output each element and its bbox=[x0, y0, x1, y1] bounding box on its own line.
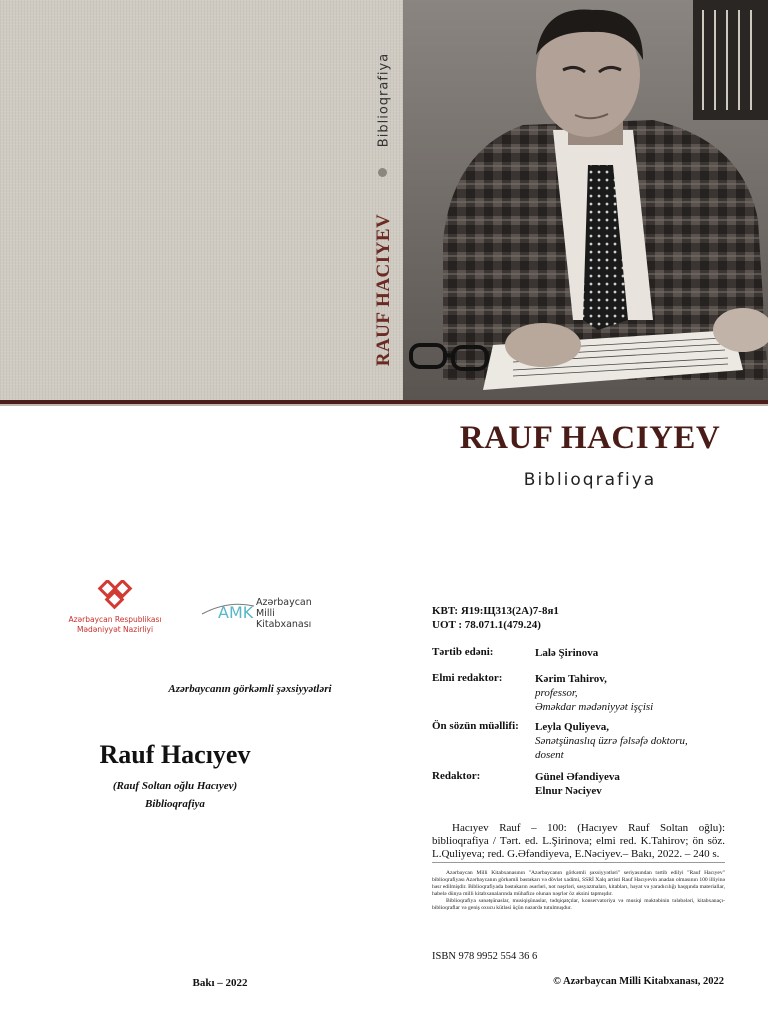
copyright: © Azərbaycan Milli Kitabxanası, 2022 bbox=[553, 976, 724, 987]
abstract-paragraph: Biblioqrafiya sənətşünaslar, musiqişünaslar, tədqiqatçılar, konservatoriya və musiqi məktəbinin tələbələri, kitabxanaçı-biblioqraflar və geniş oxucu kütləsi üçün nəzərdə tutulmuşdur. bbox=[432, 898, 725, 911]
credit-name: Leyla Quliyeva, bbox=[535, 721, 609, 733]
classification-codes bbox=[432, 604, 559, 632]
credit-label: Ön sözün müəllifi: bbox=[432, 720, 519, 732]
composer-photo bbox=[403, 0, 768, 400]
credit-label: Redaktor: bbox=[432, 770, 481, 782]
ministry-knot-icon bbox=[94, 580, 136, 610]
abstract bbox=[432, 870, 725, 912]
cover-stripe-light bbox=[0, 404, 768, 406]
credit-name: Lalə Şirinova bbox=[535, 647, 599, 659]
credit-role: Əməkdar mədəniyyət işçisi bbox=[535, 701, 654, 713]
library-mark-text: AMK bbox=[218, 603, 254, 622]
title-page-genre: Biblioqrafiya bbox=[145, 798, 205, 810]
title-page-city-year: Bakı – 2022 bbox=[192, 977, 248, 989]
ministry-logo bbox=[60, 580, 170, 635]
credit-name: Elnur Nəciyev bbox=[535, 785, 602, 797]
title-page-series: Azərbaycanın görkəmli şəxsiyyətləri bbox=[168, 683, 332, 695]
credit-role: dosent bbox=[535, 749, 564, 761]
credit-label: Elmi redaktor: bbox=[432, 672, 503, 684]
ministry-name: Azərbaycan Respublikası Mədəniyyət Nazirliyi bbox=[68, 615, 162, 634]
credit-name: Kərim Tahirov, bbox=[535, 673, 607, 685]
credit-role: professor, bbox=[535, 687, 578, 699]
isbn: ISBN 978 9952 554 36 6 bbox=[432, 951, 538, 962]
book-title: RAUF HACIYEV bbox=[459, 420, 721, 456]
uot-code: UOT : 78.071.1(479.24) bbox=[432, 619, 541, 631]
book-subtitle: Biblioqrafiya bbox=[523, 470, 657, 490]
spine-dot bbox=[378, 168, 387, 177]
bibliographic-annotation: Hacıyev Rauf – 100: (Hacıyev Rauf Soltan oğlu): biblioqrafiya / Tərt. ed. L.Şirinova; elmi red. K.Tahirov; ön söz. L.Quliyeva; red. G.Əfəndiyeva, E.Nəciyev.– Bakı, 2022. – 240 s. bbox=[432, 822, 725, 860]
divider bbox=[432, 862, 725, 863]
credit-role: Sənətşünaslıq üzrə fəlsəfə doktoru, bbox=[535, 735, 688, 747]
library-logo bbox=[200, 594, 330, 630]
kbt-code: KBT: Я19:Щ313(2A)7-8я1 bbox=[432, 605, 559, 617]
credit-label: Tərtib edəni: bbox=[432, 646, 494, 658]
spine-title: RAUF HACIYEV bbox=[373, 213, 394, 367]
credit-name: Günel Əfəndiyeva bbox=[535, 771, 620, 783]
abstract-paragraph: Azərbaycan Milli Kitabxanasının "Azərbaycanın görkəmli şəxsiyyətləri" seriyasından tərtib edilyi "Rauf Hacıyev" biblioqrafiyası Azərbaycanın görkəmli bəstəkarı və dövlət xadimi, SSRİ Xalq artisti Rauf Hacıyevin anadan olmasının 100 illiyinə həsr edilmişdir. Biblioqrafiyada bəstəkarın əsərləri, not nəşrləri, səsyazmaları, kitabları, həyat və yaradıcılığı haqqında materiallar, habelə dünya milli kitabxanalarında mühafizə olunan nəşrlər öz əksini tapmışdır. bbox=[432, 870, 725, 897]
amk-logo-icon bbox=[200, 594, 256, 626]
title-page-full-name: (Rauf Soltan oğlu Hacıyev) bbox=[112, 780, 238, 792]
book-cover bbox=[0, 0, 768, 400]
title-page-name: Rauf Hacıyev bbox=[99, 740, 251, 769]
spine-subtitle: Biblioqrafiya bbox=[376, 52, 392, 148]
library-name: Azərbaycan Milli Kitabxanası bbox=[256, 597, 312, 630]
